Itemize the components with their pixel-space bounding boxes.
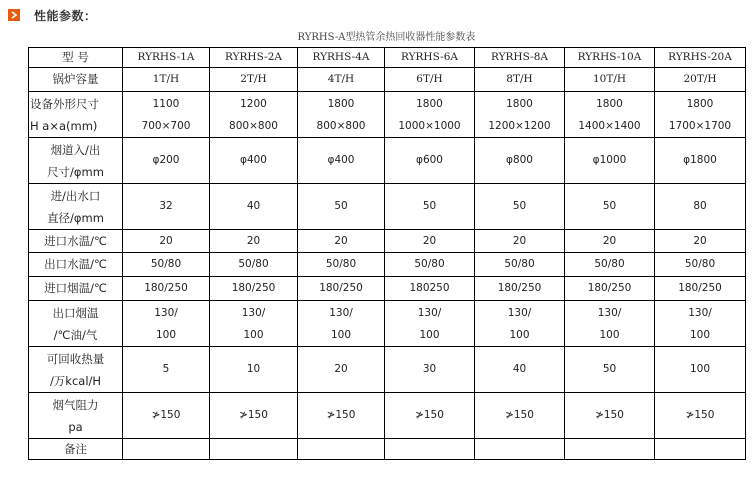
table-cell: 40 <box>475 347 565 393</box>
row-label <box>29 184 123 230</box>
table-row <box>29 230 746 253</box>
table-cell <box>475 92 565 138</box>
row-label: 锅炉容量 <box>29 68 123 92</box>
cell-line: 1800 <box>596 97 623 110</box>
table-cell: 20 <box>298 230 385 253</box>
cell-line: 130/ <box>154 306 178 319</box>
table-cell: ≯150 <box>385 393 475 439</box>
table-cell: 20 <box>475 230 565 253</box>
row-label <box>29 92 123 138</box>
table-cell <box>385 92 475 138</box>
table-cell: 10T/H <box>565 68 655 92</box>
table-cell <box>298 439 385 460</box>
table-cell: 50/80 <box>655 253 746 277</box>
table-cell: 50/80 <box>298 253 385 277</box>
table-cell: ≯150 <box>123 393 210 439</box>
row-label-line: 出口烟温 <box>52 305 99 320</box>
table-row <box>29 301 746 347</box>
table-cell: 20 <box>655 230 746 253</box>
table-cell: 2T/H <box>210 68 298 92</box>
table-cell: φ1800 <box>655 138 746 184</box>
model-header-cell: RYRHS-8A <box>475 48 565 68</box>
table-cell <box>565 92 655 138</box>
model-header-cell: RYRHS-1A <box>123 48 210 68</box>
model-header-cell: RYRHS-20A <box>655 48 746 68</box>
table-cell: 20T/H <box>655 68 746 92</box>
cell-line: 700×700 <box>141 119 191 132</box>
table-cell: 50 <box>565 347 655 393</box>
table-row <box>29 347 746 393</box>
row-label-line: 进/出水口 <box>50 188 101 203</box>
row-label-line: 设备外形尺寸 <box>30 96 99 111</box>
row-label-line: 可回收热量 <box>46 351 105 366</box>
table-cell: 50/80 <box>565 253 655 277</box>
table-cell: φ400 <box>298 138 385 184</box>
cell-line: 1700×1700 <box>668 119 732 132</box>
table-cell <box>655 439 746 460</box>
table-cell: 180250 <box>385 277 475 301</box>
table-cell: φ1000 <box>565 138 655 184</box>
cell-line: 130/ <box>507 306 532 319</box>
table-cell: ≯150 <box>210 393 298 439</box>
cell-line: 100 <box>419 328 440 341</box>
table-cell: ≯150 <box>475 393 565 439</box>
cell-line: 1800 <box>506 97 533 110</box>
row-label <box>29 393 123 439</box>
model-header-cell: RYRHS-6A <box>385 48 475 68</box>
row-label-line: 烟道入/出 <box>50 142 101 157</box>
table-cell <box>298 301 385 347</box>
cell-line: 1100 <box>152 97 180 110</box>
table-cell <box>385 439 475 460</box>
table-cell: 180/250 <box>655 277 746 301</box>
row-label-line: /℃油/气 <box>53 327 98 342</box>
table-cell <box>475 439 565 460</box>
table-cell <box>655 92 746 138</box>
table-cell: 180/250 <box>475 277 565 301</box>
spec-table <box>28 47 746 460</box>
table-cell <box>565 301 655 347</box>
table-cell <box>655 301 746 347</box>
section-title: 性能参数： <box>34 8 97 23</box>
table-cell: 50 <box>475 184 565 230</box>
cell-line: 130/ <box>597 306 622 319</box>
table-cell: φ600 <box>385 138 475 184</box>
table-row <box>29 439 746 460</box>
table-cell <box>123 439 210 460</box>
row-label <box>29 301 123 347</box>
table-cell <box>298 92 385 138</box>
table-cell: 40 <box>210 184 298 230</box>
table-cell: ≯150 <box>565 393 655 439</box>
table-cell: ≯150 <box>298 393 385 439</box>
model-header-cell: RYRHS-10A <box>565 48 655 68</box>
row-label: 出口水温/℃ <box>29 253 123 277</box>
cell-line: 1800 <box>686 97 714 110</box>
table-cell: 80 <box>655 184 746 230</box>
table-cell: 180/250 <box>565 277 655 301</box>
cell-line: 100 <box>155 328 177 341</box>
table-cell: 20 <box>298 347 385 393</box>
table-cell: 100 <box>655 347 746 393</box>
row-label-line: /万kcal/H <box>49 373 102 388</box>
table-cell: 50/80 <box>385 253 475 277</box>
table-caption: RYRHS-A型热管余热回收器性能参数表 <box>297 32 476 43</box>
cell-line: 130/ <box>688 306 712 319</box>
table-cell: 30 <box>385 347 475 393</box>
table-row <box>29 68 746 92</box>
cell-line: 800×800 <box>229 119 278 132</box>
table-cell: 50 <box>298 184 385 230</box>
row-label-line: H a×a(mm) <box>30 118 98 133</box>
cell-line: 1800 <box>327 97 355 110</box>
row-label-line: 直径/φmm <box>47 210 104 225</box>
model-header-cell: RYRHS-4A <box>298 48 385 68</box>
cell-line: 800×800 <box>316 119 366 132</box>
table-cell <box>123 92 210 138</box>
cell-line: 130/ <box>329 306 353 319</box>
table-cell: ≯150 <box>655 393 746 439</box>
table-cell: 8T/H <box>475 68 565 92</box>
row-label: 进口水温/℃ <box>29 230 123 253</box>
table-cell: 4T/H <box>298 68 385 92</box>
table-cell: 20 <box>123 230 210 253</box>
table-cell: 180/250 <box>210 277 298 301</box>
cell-line: 1800 <box>416 97 443 110</box>
table-cell <box>565 439 655 460</box>
table-cell: 1T/H <box>123 68 210 92</box>
row-label-line: 烟气阻力 <box>52 397 99 412</box>
model-header-cell: RYRHS-2A <box>210 48 298 68</box>
table-cell: 50/80 <box>123 253 210 277</box>
arrow-right-icon <box>8 9 20 21</box>
table-cell: φ800 <box>475 138 565 184</box>
table-cell: 10 <box>210 347 298 393</box>
table-cell: 50 <box>385 184 475 230</box>
cell-line: 1000×1000 <box>398 119 461 132</box>
table-header-row <box>29 48 746 68</box>
row-label: 进口烟温/℃ <box>29 277 123 301</box>
table-row <box>29 253 746 277</box>
cell-line: 100 <box>689 328 711 341</box>
table-row <box>29 393 746 439</box>
section-header <box>8 6 97 24</box>
row-label-line: 尺寸/φmm <box>47 164 104 179</box>
table-cell: 20 <box>210 230 298 253</box>
table-cell: 50 <box>565 184 655 230</box>
table-cell: 6T/H <box>385 68 475 92</box>
row-label: 备注 <box>29 439 123 460</box>
table-cell: φ200 <box>123 138 210 184</box>
table-cell: 32 <box>123 184 210 230</box>
cell-line: 1200×1200 <box>488 119 551 132</box>
table-row <box>29 184 746 230</box>
model-header-label: 型 号 <box>29 48 123 68</box>
cell-line: 130/ <box>417 306 442 319</box>
cell-line: 100 <box>509 328 530 341</box>
table-cell <box>210 92 298 138</box>
cell-line: 130/ <box>241 306 266 319</box>
row-label <box>29 138 123 184</box>
table-cell: 5 <box>123 347 210 393</box>
cell-line: 100 <box>330 328 352 341</box>
table-cell: 180/250 <box>123 277 210 301</box>
table-cell: 20 <box>385 230 475 253</box>
table-cell: 180/250 <box>298 277 385 301</box>
table-row <box>29 138 746 184</box>
table-cell <box>475 301 565 347</box>
row-label <box>29 347 123 393</box>
cell-line: 100 <box>243 328 264 341</box>
cell-line: 1400×1400 <box>578 119 641 132</box>
table-cell: 50/80 <box>210 253 298 277</box>
cell-line: 1200 <box>240 97 267 110</box>
table-cell <box>210 301 298 347</box>
table-row <box>29 92 746 138</box>
table-cell <box>210 439 298 460</box>
cell-line: 100 <box>599 328 620 341</box>
table-cell <box>123 301 210 347</box>
table-cell: 20 <box>565 230 655 253</box>
table-cell: 50/80 <box>475 253 565 277</box>
row-label-line: pa <box>68 419 83 434</box>
table-cell <box>385 301 475 347</box>
table-cell: φ400 <box>210 138 298 184</box>
table-row <box>29 277 746 301</box>
